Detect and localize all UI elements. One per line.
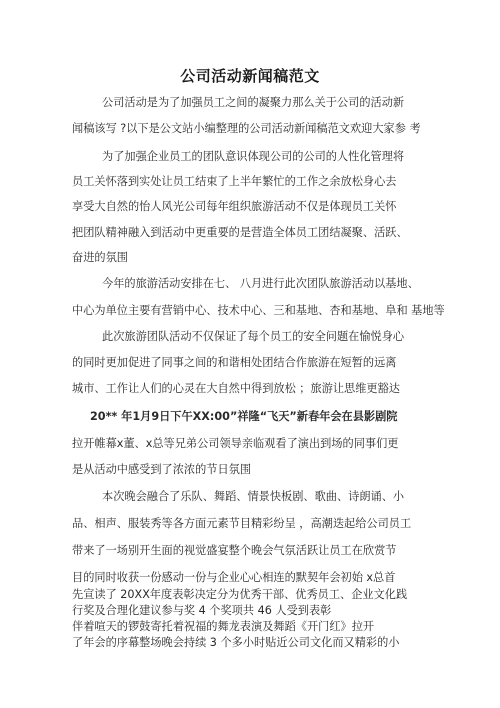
- paragraph-line: 带来了一场别开生面的视觉盛宴整个晚会气氛活跃让员工在欣赏节: [72, 544, 397, 557]
- paragraph-line: 公司活动是为了加强员工之间的凝聚力那么关于公司的活动新: [102, 96, 405, 109]
- paragraph-line: 今年的旅游活动安排在七、 八月进行此次团队旅游活动以基地、: [102, 277, 419, 290]
- article-title: 公司活动新闻稿范文: [180, 67, 320, 85]
- paragraph-line: 享受大自然的怡人风光公司每年组织旅游活动不仅是体现员工关怀: [72, 200, 397, 213]
- paragraph-line: 奋进的氛围: [72, 251, 128, 264]
- paragraph-line: 了年会的序幕整场晚会持续 3 个多小时贴近公司文化而又精彩的小: [72, 636, 400, 649]
- paragraph-line: 20** 年1月9日下午XX:00”祥隆“飞天”新春年会在县影剧院: [90, 410, 398, 423]
- paragraph-line: 的同时更加促进了同事之间的和谐相处团结合作旅游在短暂的远离: [72, 356, 397, 369]
- paragraph-line: 是从活动中感受到了浓浓的节日氛围: [72, 463, 252, 476]
- paragraph-line: 本次晚会融合了乐队、舞蹈、情景快板剧、歌曲、诗朗诵、小: [102, 490, 405, 503]
- paragraph-line: 品、相声、服装秀等各方面元素节目精彩纷呈 ，高潮迭起给公司员工: [72, 517, 412, 530]
- paragraph-line: 先宣读了 20XX年度表彰决定分为优秀干部、优秀员工、企业文化践: [72, 588, 408, 601]
- paragraph-line: 此次旅游团队活动不仅保证了每个员工的安全问题在愉悦身心: [102, 330, 405, 343]
- paragraph-line: 目的同时收获一份感动一份与企业心心相连的默契年会初始 x总首: [72, 571, 396, 584]
- paragraph-line: 员工关怀落到实处让员工结束了上半年繁忙的工作之余放松身心去: [72, 175, 397, 188]
- paragraph-line: 行奖及合理化建议参与奖 4 个奖项共 46 人受到表彰: [72, 604, 332, 617]
- paragraph-line: 城市、工作让人们的心灵在大自然中得到放松 ；旅游让思维更豁达: [72, 382, 400, 395]
- paragraph-line: 拉开帷幕x董、x总等兄弟公司领导亲临观看了演出到场的同事们更: [72, 437, 399, 450]
- paragraph-line: 把团队精神融入到活动中更重要的是营造全体员工团结凝聚、活跃、: [72, 226, 408, 239]
- paragraph-line: 伴着喧天的锣鼓寄托着祝福的舞龙表演及舞蹈《开门红》拉开: [72, 620, 375, 633]
- paragraph-line: 为了加强企业员工的团队意识体现公司的公司的人性化管理将: [102, 150, 405, 163]
- paragraph-line: 闻稿该写 ?以下是公文站小编整理的公司活动新闻稿范文欢迎大家参 考: [72, 122, 421, 135]
- paragraph-line: 中心为单位主要有营销中心、技术中心、三和基地、杏和基地、阜和 基地等: [72, 304, 445, 317]
